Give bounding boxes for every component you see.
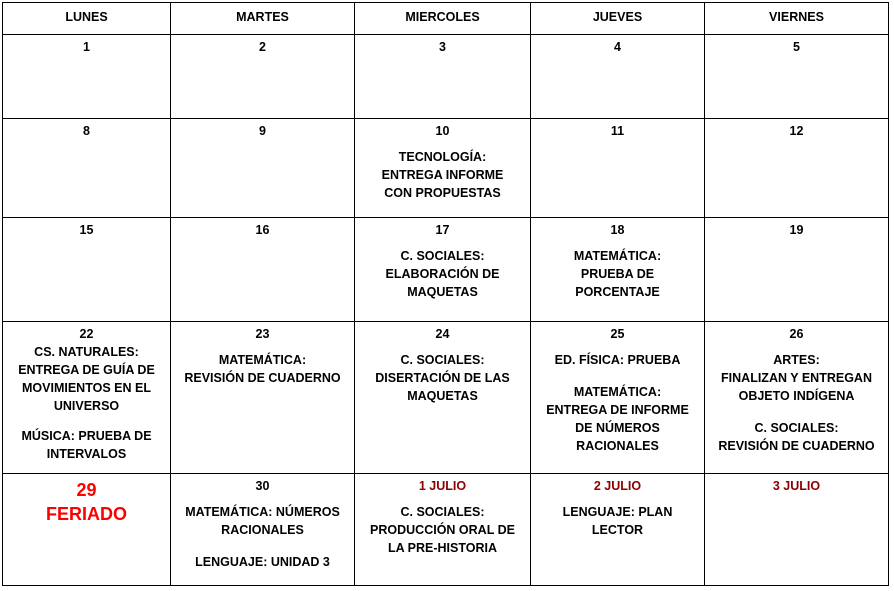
day-number: 23 (255, 327, 270, 341)
event-line: ENTREGA INFORME (381, 168, 504, 182)
day-number: 1 (83, 40, 90, 54)
event-line: INTERVALOS (46, 447, 127, 461)
day-cell (705, 474, 889, 586)
day-number: 9 (259, 124, 266, 138)
header-viernes: VIERNES (705, 3, 889, 35)
week-row (3, 35, 889, 119)
event-line: ENTREGA DE GUÍA DE (18, 363, 155, 377)
event-line: PORCENTAJE (575, 285, 660, 299)
day-cell (531, 218, 705, 322)
event-entry (709, 351, 884, 405)
event-entry (175, 553, 350, 571)
day-cell (3, 322, 171, 474)
day-cell (3, 35, 171, 119)
event-entry (359, 351, 526, 405)
event-line: MOVIMIENTOS EN EL (22, 381, 151, 395)
day-number: 11 (610, 124, 625, 138)
event-entry (535, 383, 700, 455)
calendar-body (3, 35, 889, 586)
event-line: RACIONALES (221, 523, 304, 537)
day-cell (171, 218, 355, 322)
event-line: MATEMÁTICA: (573, 385, 662, 399)
event-line: MAQUETAS (407, 285, 478, 299)
event-line: MAQUETAS (407, 389, 478, 403)
day-cell (171, 322, 355, 474)
calendar-table (2, 2, 889, 586)
event-line: REVISIÓN DE CUADERNO (718, 439, 875, 453)
event-entry (7, 427, 166, 463)
event-line: LECTOR (591, 523, 644, 537)
day-number: 3 (439, 40, 446, 54)
event-line: LENGUAJE: UNIDAD 3 (195, 555, 330, 569)
event-line: MATEMÁTICA: (573, 249, 662, 263)
event-entry (359, 148, 526, 202)
day-number: 2 (259, 40, 266, 54)
weekday-header-row (3, 3, 889, 35)
day-cell (355, 218, 531, 322)
day-number: 26 (789, 327, 804, 341)
event-entry (709, 419, 884, 455)
event-line: C. SOCIALES: (400, 249, 485, 263)
event-line: MATEMÁTICA: NÚMEROS (185, 505, 340, 519)
day-cell (531, 119, 705, 218)
day-cell (355, 474, 531, 586)
event-entry (359, 247, 526, 301)
event-line: ENTREGA DE INFORME (546, 403, 689, 417)
day-number: 3 JULIO (772, 479, 821, 493)
event-line: C. SOCIALES: (754, 421, 839, 435)
day-number: 29 (76, 480, 97, 500)
event-line: PRUEBA DE (580, 267, 655, 281)
header-miercoles: MIERCOLES (355, 3, 531, 35)
header-martes: MARTES (171, 3, 355, 35)
day-number: 15 (79, 223, 94, 237)
event-line: C. SOCIALES: (400, 353, 485, 367)
event-line: CON PROPUESTAS (384, 186, 501, 200)
day-number: 18 (610, 223, 625, 237)
day-cell (355, 35, 531, 119)
day-number: 24 (435, 327, 450, 341)
event-line: LA PRE-HISTORIA (387, 541, 498, 555)
day-cell (3, 119, 171, 218)
day-cell (3, 474, 171, 586)
day-number: 16 (255, 223, 270, 237)
event-entry (535, 247, 700, 301)
event-line: ARTES: (773, 353, 820, 367)
day-cell (171, 35, 355, 119)
event-line: DISERTACIÓN DE LAS (375, 371, 510, 385)
day-number: 12 (789, 124, 804, 138)
week-row (3, 218, 889, 322)
day-number: 30 (255, 479, 270, 493)
day-cell (531, 474, 705, 586)
day-cell (171, 119, 355, 218)
day-cell (705, 119, 889, 218)
event-line: OBJETO INDÍGENA (738, 389, 855, 403)
event-line: C. SOCIALES: (400, 505, 485, 519)
event-line: TECNOLOGÍA: (398, 150, 487, 164)
week-row (3, 119, 889, 218)
event-line: UNIVERSO (53, 399, 120, 413)
day-cell (705, 218, 889, 322)
day-cell (171, 474, 355, 586)
day-cell (355, 119, 531, 218)
event-line: CS. NATURALES: (34, 345, 139, 359)
event-entry (359, 503, 526, 557)
day-cell (705, 35, 889, 119)
event-line: MATEMÁTICA: (218, 353, 307, 367)
event-line: RACIONALES (576, 439, 659, 453)
day-number: 4 (614, 40, 621, 54)
day-number: 10 (435, 124, 450, 138)
day-number: 5 (793, 40, 800, 54)
event-line: PRODUCCIÓN ORAL DE (370, 523, 515, 537)
event-entry (535, 503, 700, 539)
week-row (3, 474, 889, 586)
day-cell (531, 35, 705, 119)
event-entry (7, 343, 166, 415)
event-line: REVISIÓN DE CUADERNO (184, 371, 341, 385)
event-line: ED. FÍSICA: PRUEBA (554, 353, 681, 367)
event-line: ELABORACIÓN DE (385, 267, 500, 281)
event-line: DE NÚMEROS (575, 421, 660, 435)
day-cell (3, 218, 171, 322)
day-number: 2 JULIO (593, 479, 642, 493)
day-cell (531, 322, 705, 474)
week-row (3, 322, 889, 474)
header-jueves: JUEVES (531, 3, 705, 35)
header-lunes: LUNES (3, 3, 171, 35)
day-number: 22 (79, 327, 94, 341)
event-line: MÚSICA: PRUEBA DE (21, 429, 152, 443)
day-number: 17 (435, 223, 450, 237)
event-line: FINALIZAN Y ENTREGAN (721, 371, 872, 385)
event-entry (175, 351, 350, 387)
day-cell (355, 322, 531, 474)
day-number: 25 (610, 327, 625, 341)
event-entry (175, 503, 350, 539)
holiday-label: FERIADO (46, 504, 127, 524)
day-number: 1 JULIO (418, 479, 467, 493)
day-number: 8 (83, 124, 90, 138)
day-cell (705, 322, 889, 474)
event-line: LENGUAJE: PLAN (562, 505, 673, 519)
event-entry (535, 351, 700, 369)
day-number: 19 (789, 223, 804, 237)
